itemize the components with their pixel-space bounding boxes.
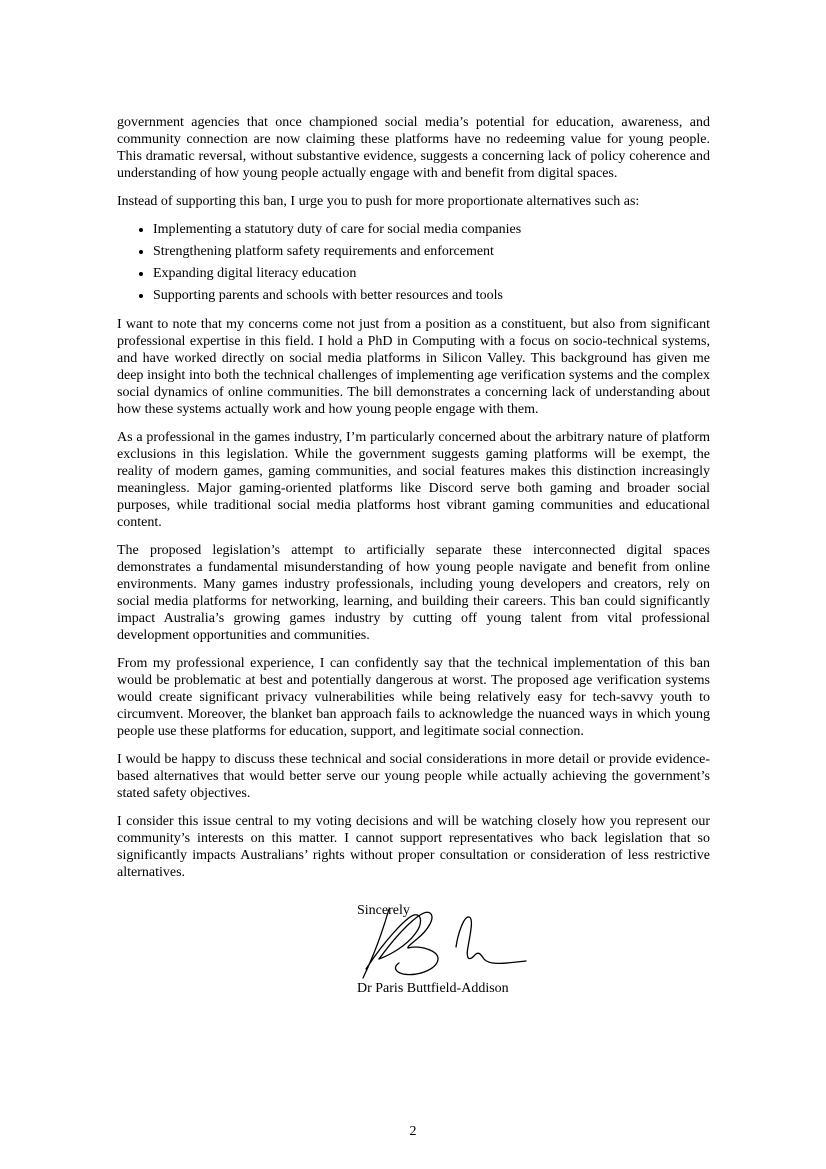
bullet-item: • Implementing a statutory duty of care for social media companies [153, 221, 710, 238]
paragraph: I want to note that my concerns come not just from a position as a constituent, but also from significant professional expertise in this field. I hold a PhD in Computing with a focus on socio-technical systems, and have worked directly on social media platforms in Silicon Valley. This background has given me deep insight into both the technical challenges of implementing age verification systems and the complex social dynamics of online communities. The bill demonstrates a concerning lack of understanding about how these systems actually work and how young people engage with them. [117, 317, 710, 417]
bullet-item: • Supporting parents and schools with better resources and tools [153, 287, 710, 304]
bullet-item: • Expanding digital literacy education [153, 265, 710, 282]
signature-block [357, 902, 710, 998]
bullet-list [117, 221, 710, 304]
paragraph: The proposed legislation’s attempt to artificially separate these interconnected digital spaces demonstrates a fundamental misunderstanding of how young people navigate and benefit from online environments. Many games industry professionals, including young developers and creators, rely on social media platforms for networking, learning, and building their careers. This ban could significantly impact Australia’s growing games industry by cutting off young talent from vital professional development opportunities and communities. [117, 543, 710, 643]
letter-body [117, 114, 710, 998]
bullet-item: • Strengthening platform safety requirements and enforcement [153, 243, 710, 260]
paragraph: I consider this issue central to my voting decisions and will be watching closely how you represent our community’s interests on this matter. I cannot support representatives who back legislation that so significantly impacts Australians’ rights without proper consultation or consideration of less restrictive alternatives. [117, 814, 710, 880]
paragraph: I would be happy to discuss these technical and social considerations in more detail or provide evidence-based alternatives that would better serve our young people while actually achieving the government’s stated safety objectives. [117, 752, 710, 801]
paragraph: government agencies that once championed social media’s potential for education, awareness, and community connection are now claiming these platforms have no redeeming value for young people. This dramatic reversal, without substantive evidence, suggests a concerning lack of policy coherence and understanding of how young people actually engage with and benefit from digital spaces. [117, 115, 710, 181]
page-footer [0, 1124, 826, 1140]
paragraph: From my professional experience, I can confidently say that the technical implementation of this ban would be problematic at best and potentially dangerous at worst. The proposed age verification systems would create significant privacy vulnerabilities while being relatively easy for tech-savvy youth to circumvent. Moreover, the blanket ban approach fails to acknowledge the nuanced ways in which young people use these platforms for education, support, and legitimate social connection. [117, 656, 710, 739]
closing-salutation: Sincerely [357, 903, 410, 918]
signer-name: Dr Paris Buttfield-Addison [357, 981, 509, 996]
signature-image [357, 905, 529, 983]
page-number: 2 [409, 1124, 417, 1139]
paragraph: Instead of supporting this ban, I urge you to push for more proportionate alternatives such as: [117, 194, 640, 209]
paragraph: As a professional in the games industry, I’m particularly concerned about the arbitrary nature of platform exclusions in this legislation. While the government suggests gaming platforms will be exempt, the reality of modern games, gaming communities, and social features makes this distinction increasingly meaningless. Major gaming-oriented platforms like Discord serve both gaming and broader social purposes, while traditional social media platforms host vibrant gaming communities and educational content. [117, 430, 710, 530]
